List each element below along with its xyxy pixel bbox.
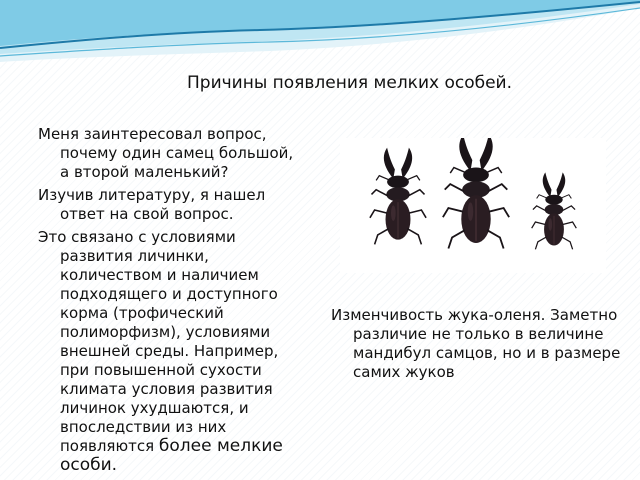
paragraph-question: Меня заинтересовал вопрос, почему один самец большой, а второй маленький?	[38, 125, 294, 181]
beetle-small	[532, 172, 577, 249]
stag-beetles-photo	[340, 138, 606, 273]
explanation-emphasis: более мелкие особи.	[60, 436, 283, 475]
top-wave-decoration	[0, 0, 640, 80]
stag-beetles-illustration	[340, 138, 606, 273]
paragraph-literature: Изучив литературу, я нашел ответ на свой вопрос.	[38, 186, 266, 223]
left-text-block	[38, 125, 300, 479]
explanation-text: Это связано с условиями развития личинки, количеством и наличием подходящего и доступного корма (трофический полиморфизм), условиями внешней среды. Например, при повышенной сухости климата условия развития личинок ухудшаются, и впоследствии из них появляются	[38, 228, 279, 455]
slide-title: Причины появления мелких особей.	[187, 73, 513, 93]
photo-caption: Изменчивость жука-оленя. Заметно различие не только в величине мандибул самцов, но и в размере самих жуков	[331, 306, 621, 381]
paragraph-explanation	[38, 228, 300, 475]
beetle-medium	[370, 148, 426, 245]
beetle-large	[443, 138, 509, 248]
